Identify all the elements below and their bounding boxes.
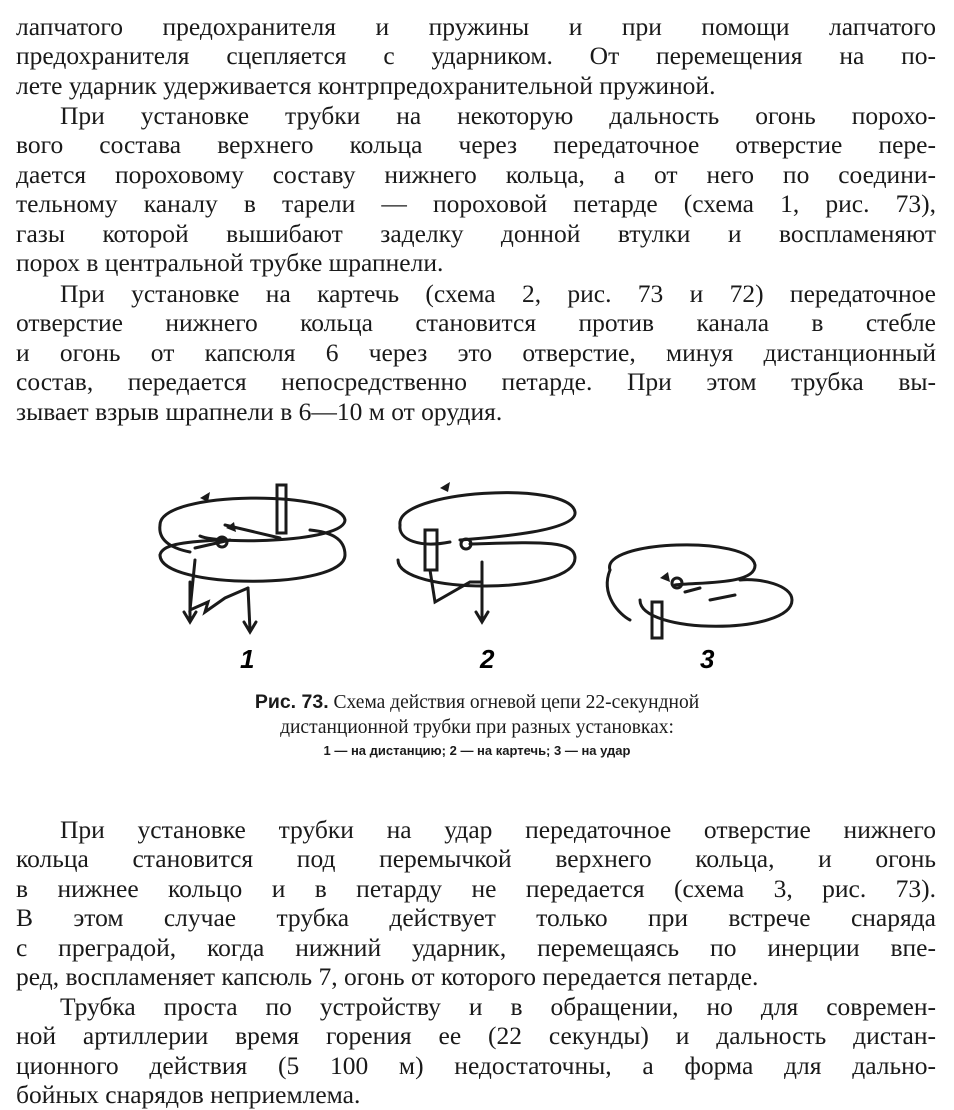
text-line: ред, воспламеняет капсюль 7, огонь от которого передается петарде. xyxy=(16,962,759,992)
text-line: состав, передается непосредственно петарде. При этом трубка вы- xyxy=(16,367,936,397)
figure-73-diagram xyxy=(140,470,840,680)
text-line: дается пороховому составу нижнего кольца, а от него по соедини- xyxy=(16,159,936,189)
scheme-label-1: 1 xyxy=(240,644,255,674)
text-line: лете ударник удерживается контрпредохранительной пружиной. xyxy=(16,70,716,100)
figure-legend: 1 — на дистанцию; 2 — на картечь; 3 — на удар xyxy=(323,743,631,758)
text-line: предохранителя сцепляется с ударником. От перемещения на по- xyxy=(16,41,936,71)
scheme-2-transfer-hole xyxy=(425,530,437,570)
continued-paragraph xyxy=(16,12,936,100)
caption-line: дистанционной трубки при разных установках: xyxy=(280,717,674,738)
text-line: ционного действия (5 100 м) недостаточны, а форма для дально- xyxy=(16,1050,936,1080)
arrow-icon xyxy=(440,482,450,492)
text-line: При установке на картечь (схема 2, рис. 73 и 72) передаточное xyxy=(60,279,936,308)
scheme-1-rings xyxy=(160,485,345,632)
scheme-3-capsule xyxy=(652,602,662,638)
text-line: В этом случае трубка действует только при встрече снаряда xyxy=(16,903,936,933)
scheme-label-2: 2 xyxy=(480,644,495,674)
text-line: газы которой вышибают заделку донной втулки и воспламеняют xyxy=(16,218,936,248)
text-line: отверстие нижнего кольца становится против канала в стебле xyxy=(16,308,936,338)
text-line: вого состава верхнего кольца через передаточное отверстие пере- xyxy=(16,130,936,160)
text-line: бойных снарядов неприемлема. xyxy=(16,1080,361,1110)
text-line: лапчатого предохранителя и пружины и при помощи лапчатого xyxy=(16,12,936,41)
arrow-icon xyxy=(660,572,670,582)
paragraph-impact-setting xyxy=(16,815,936,991)
text-line: тельному каналу в тарели — пороховой петарде (схема 1, рис. 73), xyxy=(16,189,936,219)
scheme-1-transfer-hole xyxy=(277,485,286,533)
paragraph-canister-setting xyxy=(16,279,936,426)
text-line: в нижнее кольцо и в петарду не передается (схема 3, рис. 73). xyxy=(16,873,936,903)
scheme-label-3: 3 xyxy=(700,644,715,674)
text-line: Трубка проста по устройству и в обращении, но для современ- xyxy=(60,992,936,1021)
text-line: кольца становится под перемычкой верхнего кольца, и огонь xyxy=(16,844,936,874)
arrow-icon xyxy=(226,522,236,532)
figure-caption xyxy=(150,690,804,740)
paragraph-conclusion xyxy=(16,992,936,1110)
paragraph-distance-setting xyxy=(16,101,936,277)
caption-line: Схема действия огневой цепи 22-секундной xyxy=(333,692,700,713)
text-line: зывает взрыв шрапнели в 6—10 м от орудия. xyxy=(16,396,503,426)
scheme-3-rings xyxy=(607,545,792,638)
figure-number: Рис. 73. xyxy=(254,691,329,713)
text-line: При установке трубки на некоторую дальность огонь порохо- xyxy=(60,101,936,130)
text-line: и огонь от капсюля 6 через это отверстие, минуя дистанционный xyxy=(16,337,936,367)
fire-chain-schemes xyxy=(140,470,840,680)
scheme-2-rings xyxy=(398,493,575,622)
text-line: с преградой, когда нижний ударник, перемещаясь по инерции впе- xyxy=(16,932,936,962)
text-line: ной артиллерии время горения ее (22 секунды) и дальность дистан- xyxy=(16,1021,936,1051)
text-line: При установке трубки на удар передаточное отверстие нижнего xyxy=(60,815,936,844)
text-line: порох в центральной трубке шрапнели. xyxy=(16,248,444,278)
